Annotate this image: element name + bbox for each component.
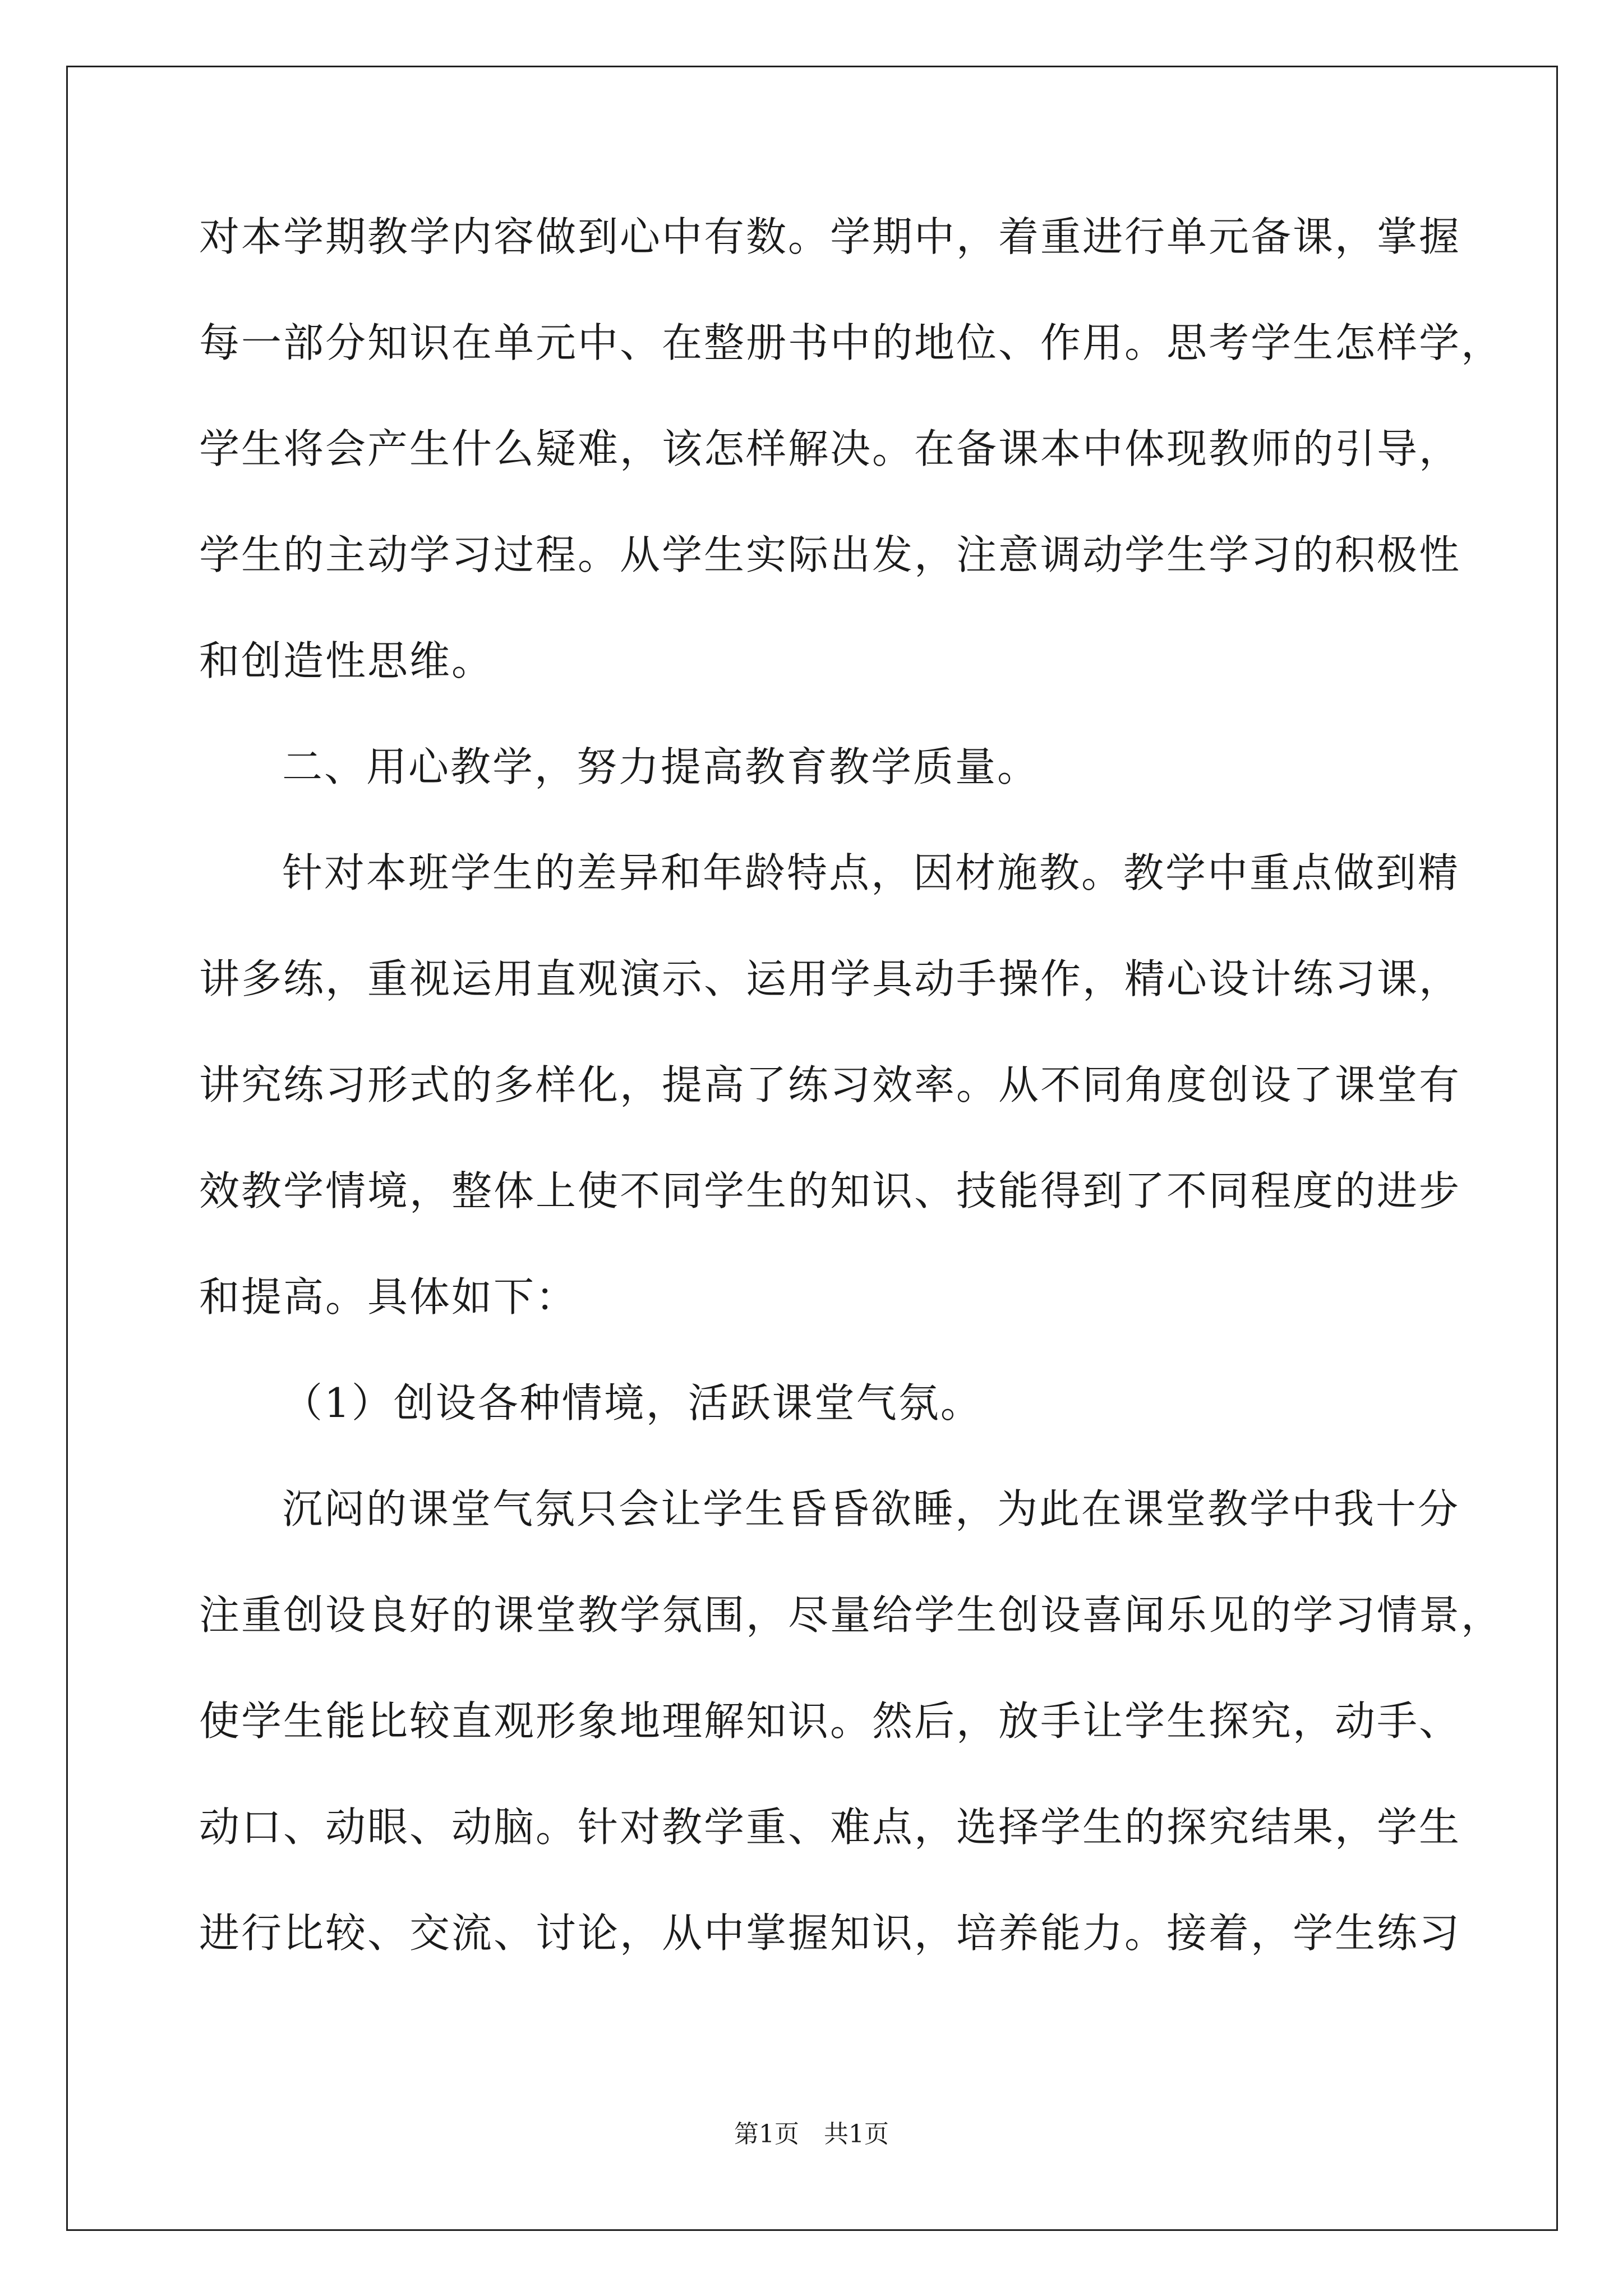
text-line: 讲多练，重视运用直观演示、运用学具动手操作，精心设计练习课， xyxy=(199,955,1461,1002)
page-footer: 第1页 共1页 xyxy=(734,2120,889,2148)
text-line: 针对本班学生的差异和年龄特点，因材施教。教学中重点做到精 xyxy=(282,849,1460,896)
text-line: 对本学期教学内容做到心中有数。学期中，着重进行单元备课，掌握 xyxy=(199,213,1461,260)
text-line: 和创造性思维。 xyxy=(199,637,494,684)
document-body xyxy=(199,211,1504,2013)
text-line: 学生将会产生什么疑难，该怎样解决。在备课本中体现教师的引导， xyxy=(199,425,1461,472)
text-line: 使学生能比较直观形象地理解知识。然后，放手让学生探究，动手、 xyxy=(199,1697,1461,1745)
text-line: 动口、动眼、动脑。针对教学重、难点，选择学生的探究结果，学生 xyxy=(199,1803,1461,1851)
text-line: 二、用心教学，努力提高教育教学质量。 xyxy=(282,743,1040,790)
text-line: 效教学情境，整体上使不同学生的知识、技能得到了不同程度的进步 xyxy=(199,1167,1461,1214)
text-line: 和提高。具体如下： xyxy=(199,1273,578,1320)
text-line: 注重创设良好的课堂教学氛围，尽量给学生创设喜闻乐见的学习情景， xyxy=(199,1591,1504,1639)
text-line: （1）创设各种情境，活跃课堂气氛。 xyxy=(282,1379,983,1427)
text-line: 每一部分知识在单元中、在整册书中的地位、作用。思考学生怎样学， xyxy=(199,319,1504,366)
text-line: 学生的主动学习过程。从学生实际出发，注意调动学生学习的积极性 xyxy=(199,531,1461,578)
text-line: 讲究练习形式的多样化，提高了练习效率。从不同角度创设了课堂有 xyxy=(199,1061,1461,1108)
text-line: 沉闷的课堂气氛只会让学生昏昏欲睡，为此在课堂教学中我十分 xyxy=(282,1485,1460,1533)
text-line: 进行比较、交流、讨论，从中掌握知识，培养能力。接着，学生练习 xyxy=(199,1910,1461,1957)
